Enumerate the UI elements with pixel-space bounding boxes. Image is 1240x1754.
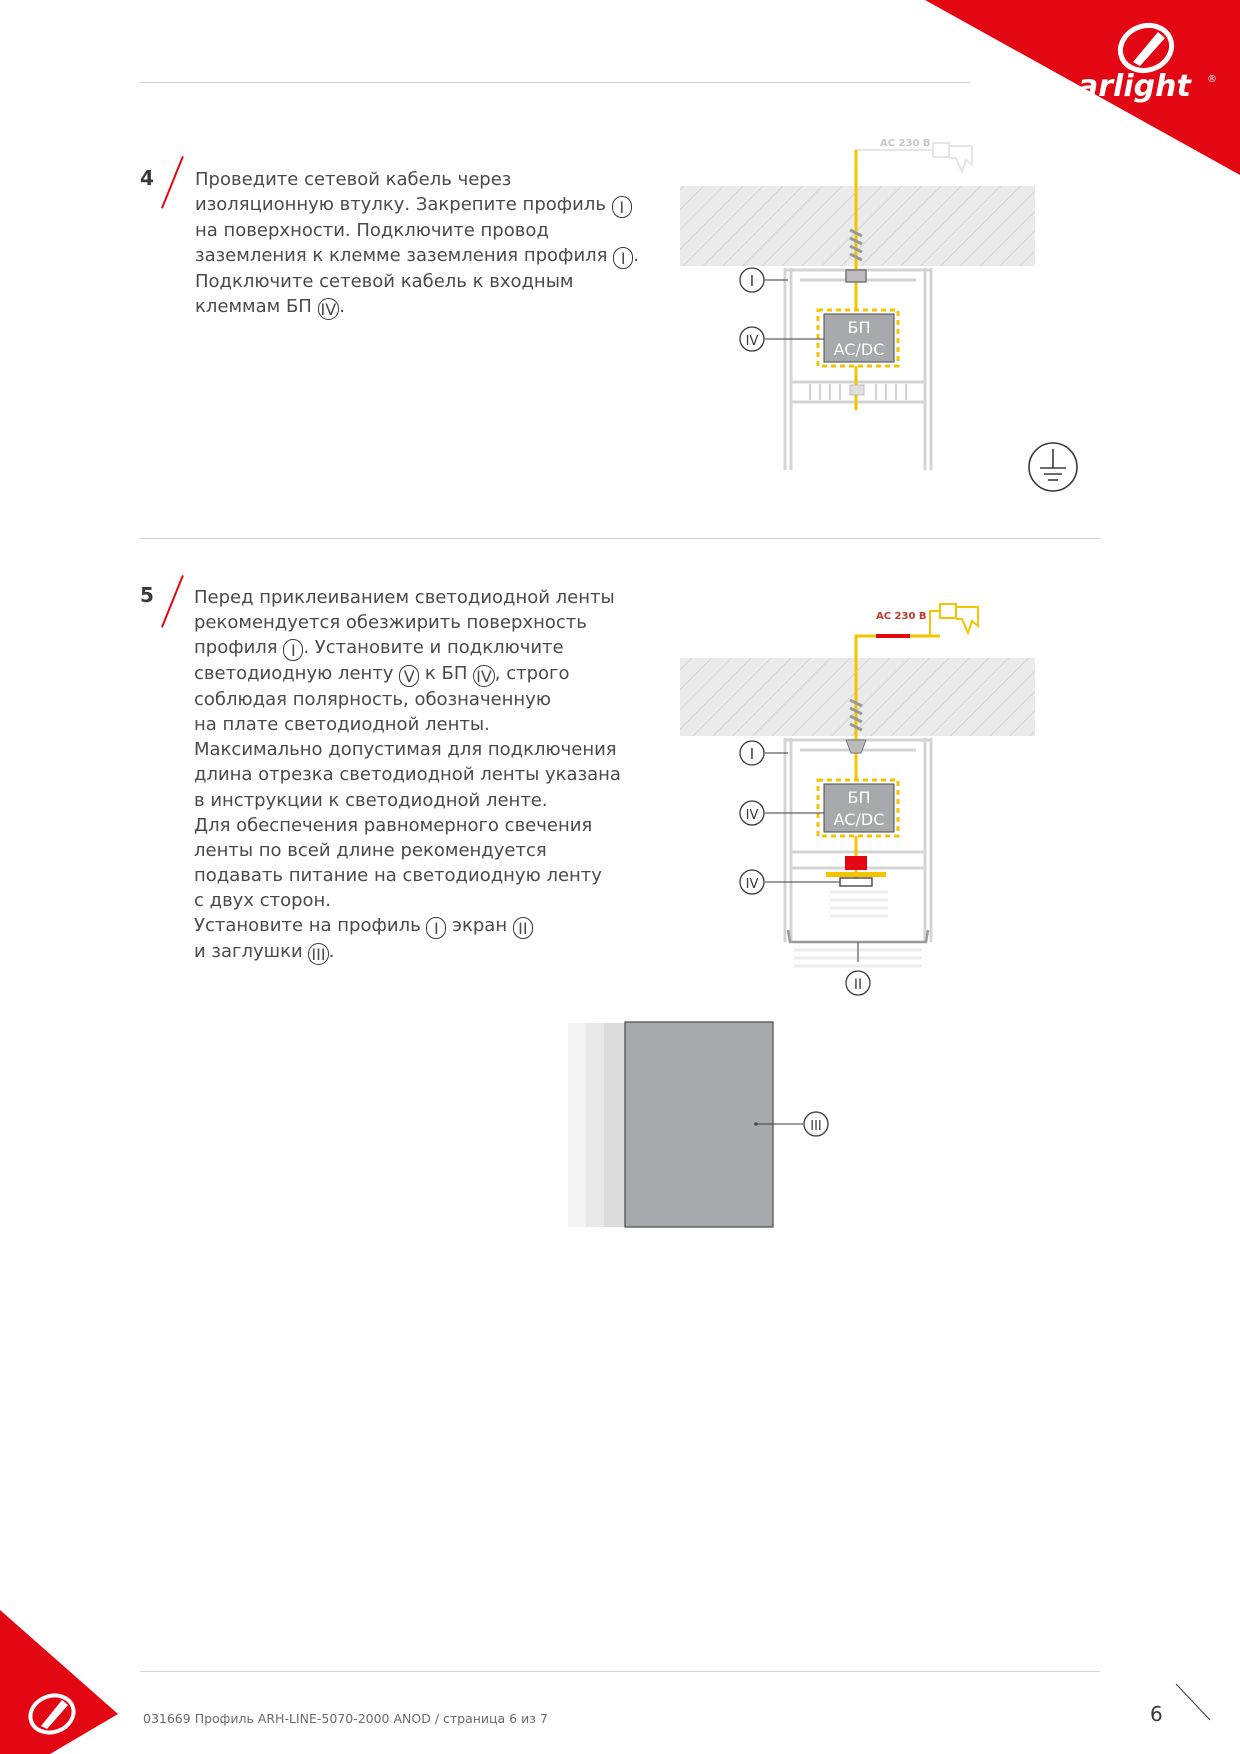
footer-document-title: 031669 Профиль ARH-LINE-5070-2000 ANOD / страница 6 из 7 [143, 1711, 548, 1726]
step-5-plug-icon [940, 604, 956, 618]
step-5-callout-iv: IV [745, 808, 759, 823]
text-segment: . [328, 941, 335, 963]
text-segment: соблюдая полярность, обозначенную [194, 689, 551, 711]
roman-callout: IV [318, 298, 340, 320]
step-5-led-tape-connector [845, 856, 867, 870]
step-4-mains-label: AC 230 В [880, 138, 931, 149]
endcap-shadow-3 [604, 1023, 626, 1227]
step-4-mains-cable [856, 150, 933, 160]
top-divider [140, 82, 970, 83]
step-5-callout-tape: IV [745, 877, 759, 892]
step-5-psu-label-1: БП [847, 788, 871, 807]
step-5-led-tape [826, 872, 886, 877]
footer-divider [140, 1671, 1100, 1672]
step5-line [194, 838, 621, 863]
step4-line [195, 269, 639, 294]
step-5-mains-cable [856, 636, 940, 658]
step-5-slash [161, 575, 184, 628]
step5-line [194, 762, 621, 787]
step4-line [195, 192, 639, 218]
roman-callout: I [613, 247, 633, 269]
step-5-callout-i: I [749, 745, 755, 763]
step-5-number: 5 [140, 583, 154, 607]
step5-line [194, 712, 621, 737]
page-number: 6 [1150, 1702, 1163, 1726]
text-segment: на плате светодиодной ленты. [194, 714, 490, 736]
step-4-instructions [195, 167, 639, 320]
roman-callout: IV [473, 665, 495, 687]
ground-icon [1029, 443, 1077, 491]
text-segment: длина отрезка светодиодной ленты указана [194, 764, 621, 786]
step4-line [195, 243, 639, 269]
text-segment: профиля [194, 637, 284, 659]
text-segment: изоляционную втулку. Закрепите профиль [195, 194, 612, 216]
text-segment: . Установите и подключите [303, 637, 564, 659]
step4-line [195, 294, 639, 320]
text-segment: Перед приклеиванием светодиодной ленты [194, 587, 615, 608]
step5-line [194, 635, 621, 661]
text-segment: Максимально допустимая для подключения [194, 739, 617, 761]
step-4-callout-i: I [749, 272, 755, 290]
step5-line [194, 939, 621, 965]
step5-line [194, 863, 621, 888]
roman-callout: I [426, 917, 446, 939]
step-4-psu-label-2: AC/DC [833, 340, 885, 359]
text-segment: подавать питание на светодиодную ленту [194, 864, 602, 886]
step-5-screen [788, 930, 928, 942]
step-4-bushing [846, 270, 866, 282]
step5-line [194, 585, 621, 610]
text-segment: к БП [419, 663, 474, 685]
text-segment: Проведите сетевой кабель через [195, 169, 512, 190]
text-segment: Установите на профиль [194, 915, 427, 937]
footer-brand-corner [0, 1610, 130, 1754]
step5-line [194, 913, 621, 939]
step5-line [194, 813, 621, 838]
step-4-plug-icon [933, 143, 949, 157]
text-segment: заземления к клемме заземления профиля [195, 245, 614, 267]
brand-logo-text: arlight [1078, 69, 1191, 104]
text-segment: , строго [494, 663, 570, 685]
step-4-psu-label-1: БП [847, 318, 871, 337]
endcap-figure [560, 1015, 830, 1235]
text-segment: . [339, 296, 345, 318]
step5-line [194, 737, 621, 762]
endcap [625, 1022, 773, 1227]
text-segment: и заглушки [194, 941, 309, 963]
step4-line [195, 167, 639, 192]
step-4-profile [785, 268, 931, 470]
step4-line [195, 218, 639, 243]
text-segment: светодиодную ленту [194, 663, 400, 685]
step-5-figure [680, 590, 1100, 1010]
text-segment: . [633, 245, 639, 267]
text-segment: ленты по всей длине рекомендуется [194, 839, 547, 861]
endcap-callout: III [810, 1119, 822, 1134]
text-segment: в инструкции к светодиодной ленте. [194, 789, 548, 811]
middle-divider [140, 538, 1100, 539]
step-5-instructions [194, 585, 621, 965]
step-5-mains-label: AC 230 В [876, 611, 927, 622]
text-segment: Для обеспечения равномерного свечения [194, 814, 593, 836]
step-4-figure [680, 110, 1100, 500]
step5-line [194, 661, 621, 687]
brand-registered-mark: ® [1207, 74, 1217, 85]
roman-callout: I [283, 639, 303, 661]
step-5-profile [785, 738, 931, 942]
text-segment: рекомендуется обезжирить поверхность [194, 612, 587, 634]
page-corner-line [1170, 1680, 1220, 1730]
step-5-callout-ii: II [853, 977, 863, 993]
step-5-psu-label-2: AC/DC [833, 810, 885, 829]
step-4-callout-iv: IV [745, 334, 759, 349]
step5-line [194, 888, 621, 913]
roman-callout: III [308, 943, 328, 965]
step-4-number: 4 [140, 166, 154, 190]
text-segment: на поверхности. Подключите провод [195, 220, 549, 242]
text-segment: экран [446, 915, 513, 937]
text-segment: клеммам БП [195, 296, 318, 318]
roman-callout: V [399, 665, 419, 687]
roman-callout: II [513, 917, 533, 939]
text-segment: с двух сторон. [194, 889, 332, 911]
step5-line [194, 687, 621, 712]
step5-line [194, 610, 621, 635]
roman-callout: I [612, 196, 632, 218]
text-segment: Подключите сетевой кабель к входным [195, 271, 574, 293]
step5-line [194, 788, 621, 813]
